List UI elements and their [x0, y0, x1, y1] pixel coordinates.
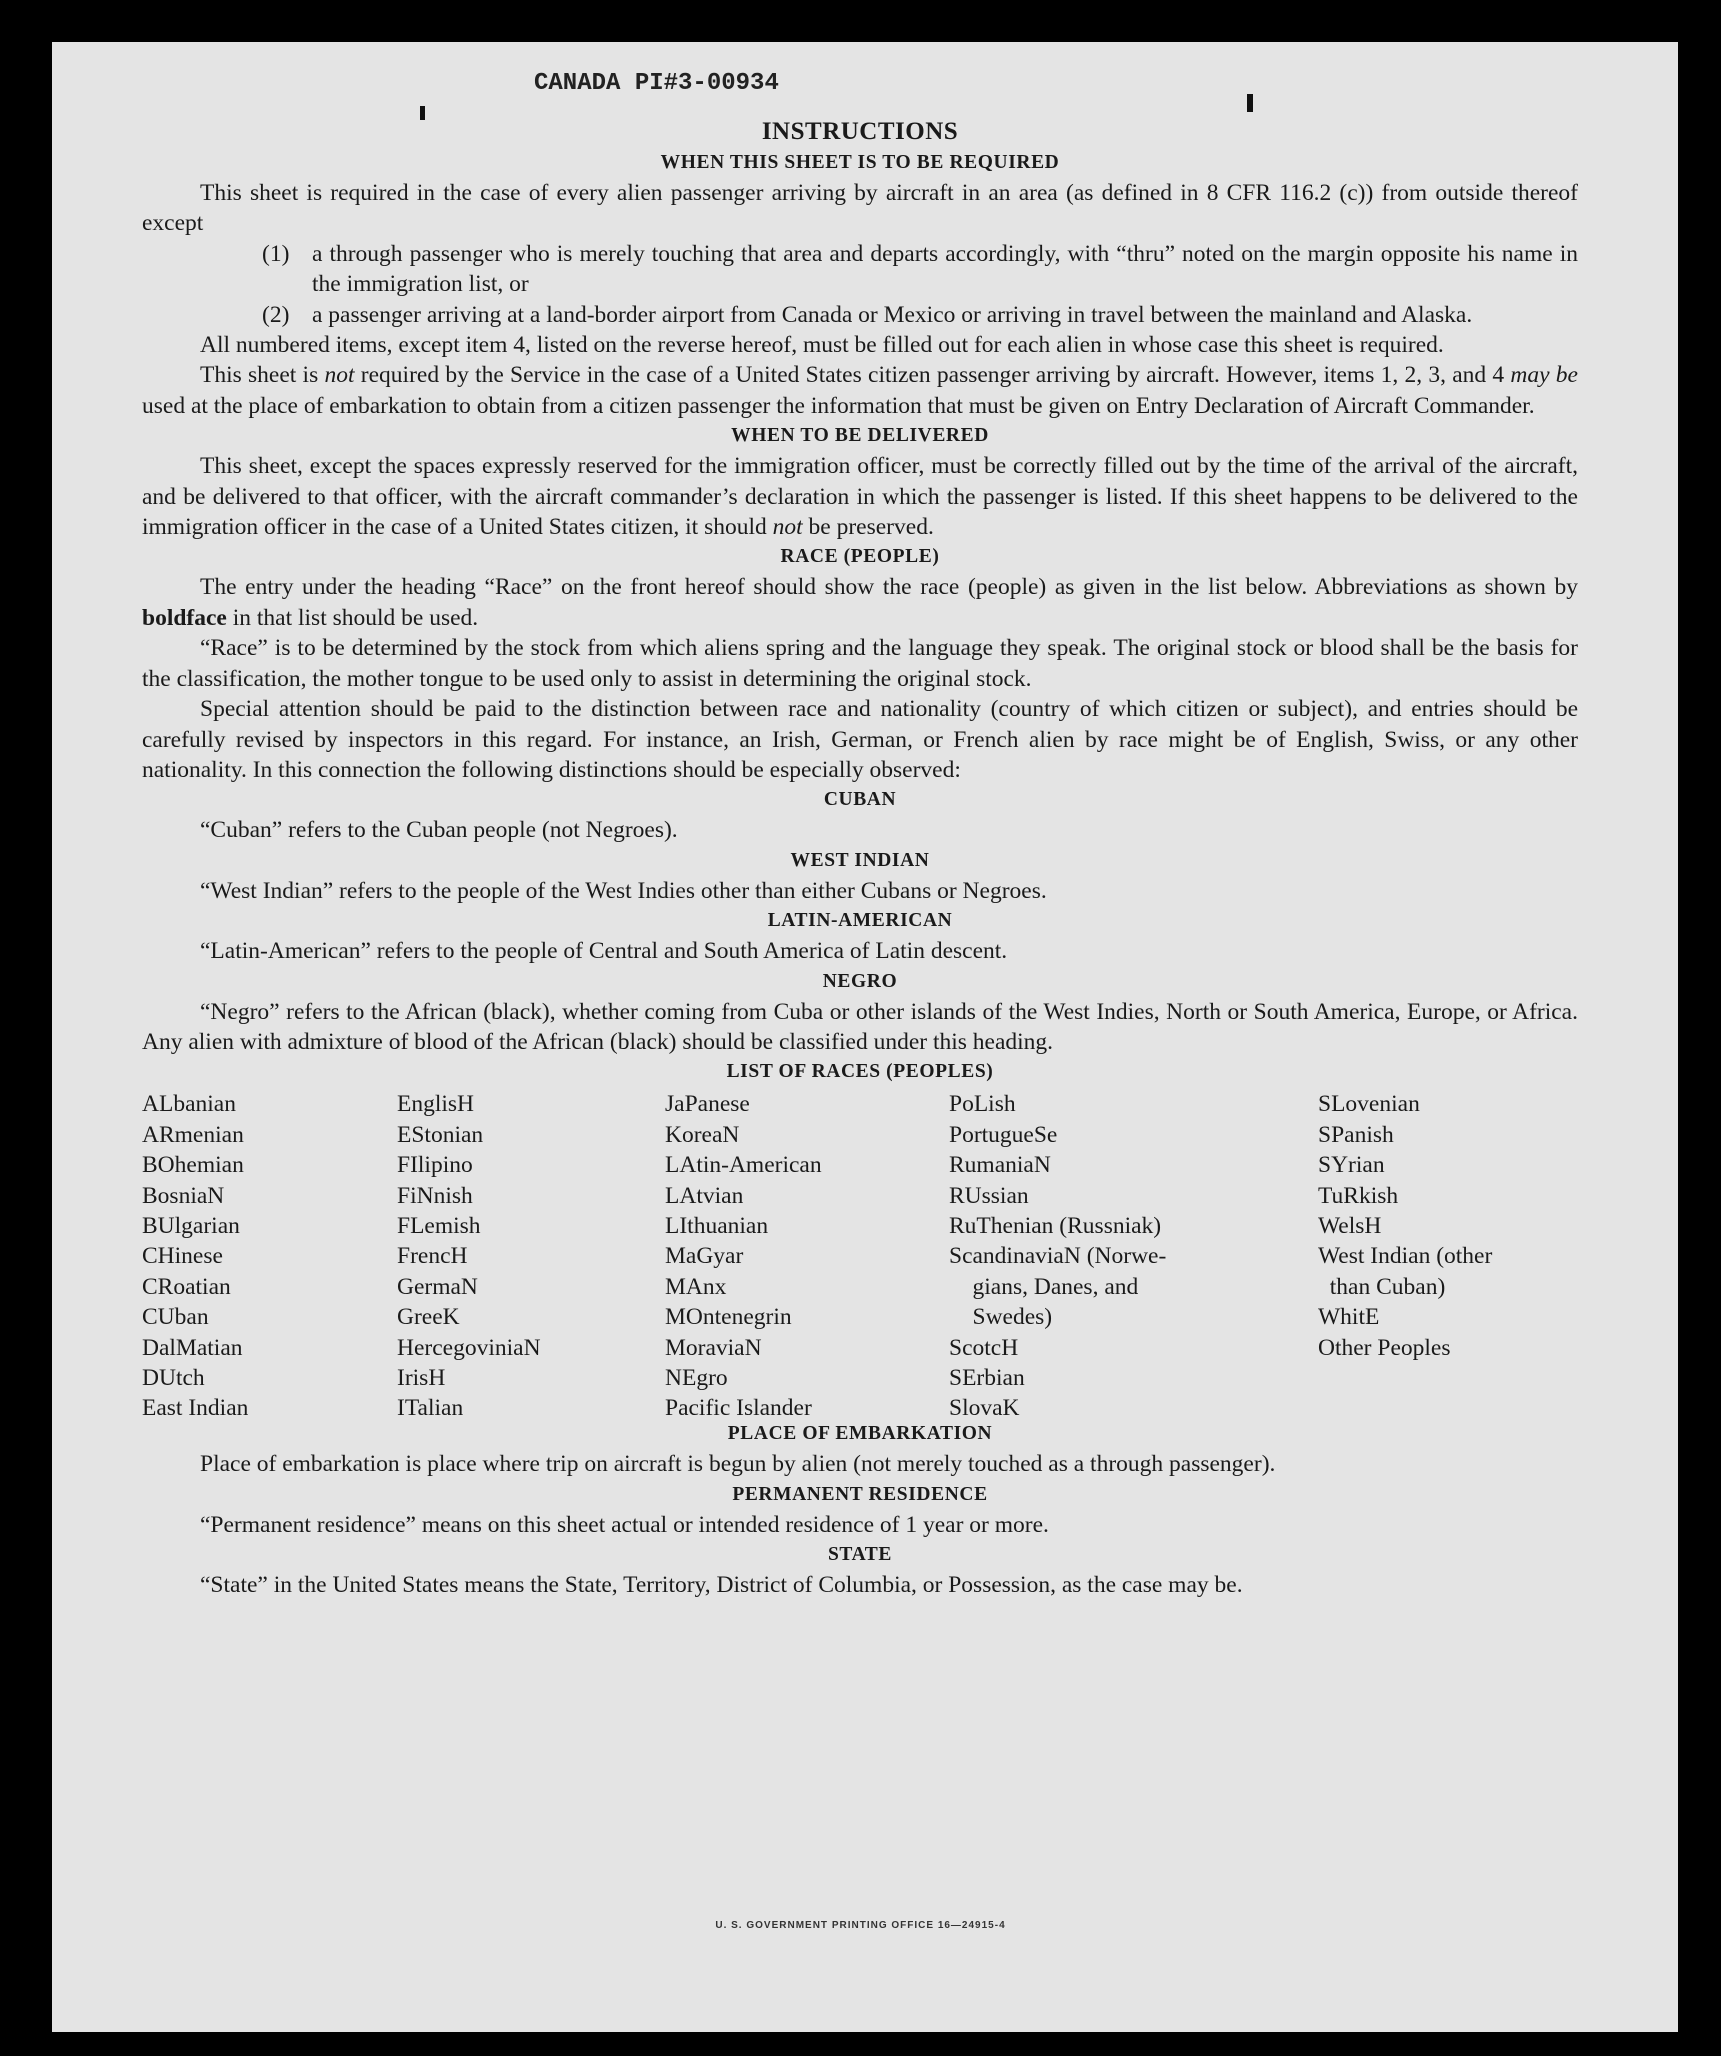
item-number: (1) — [262, 240, 290, 267]
paragraph: This sheet is required in the case of every alien passenger arriving by aircraft in an area (as defined in 8 CFR 116.2 (c)) from outside thereof except — [142, 180, 1578, 237]
paragraph: “Race” is to be determined by the stock from which aliens spring and the language they speak. The original stock or blood shall be the basis for the classification, the mother tongue to be used only to assist in determining the original stock. — [142, 635, 1578, 692]
race-entry: SYrian — [1318, 1152, 1385, 1179]
race-entry: CUban — [142, 1304, 209, 1331]
race-entry: NEgro — [665, 1365, 728, 1391]
page-title: INSTRUCTIONS — [761, 118, 959, 145]
race-entry: PoLish — [949, 1091, 1016, 1118]
text: used at the place of embarkation to obtain from a citizen passenger the information that must be given on Entry Declaration of Aircraft Commander. — [142, 392, 1535, 419]
item-text: a through passenger who is merely touching that area and departs accordingly, with “thru” noted on the margin opposite his name in the immigration list, or — [312, 240, 1578, 298]
race-entry: Other Peoples — [1318, 1334, 1451, 1361]
paragraph: “State” in the United States means the State, Territory, District of Columbia, or Possession, as the case may be. — [200, 1572, 1243, 1599]
race-entry: ScandinaviaN (Norwe- — [949, 1243, 1167, 1270]
section-heading: STATE — [827, 1544, 893, 1566]
race-entry: SLovenian — [1318, 1091, 1420, 1118]
race-entry: than Cuban) — [1318, 1273, 1446, 1300]
race-entry: SlovaK — [949, 1395, 1020, 1422]
race-entry: DalMatian — [142, 1334, 243, 1361]
text: The entry under the heading “Race” on the front hereof should show the race (people) as given in the list below. Abbreviations as shown by — [200, 574, 1578, 601]
race-column — [1318, 1089, 1492, 1363]
race-entry: EStonian — [397, 1121, 484, 1148]
document-stamp: CANADA PI#3-00934 — [534, 70, 779, 97]
race-entry: Pacific Islander — [665, 1395, 812, 1422]
race-entry: BUlgarian — [142, 1212, 240, 1239]
race-entry: RUssian — [949, 1182, 1029, 1209]
race-entry: LIthuanian — [665, 1212, 769, 1239]
text: required by the Service in the case of a United States citizen passenger arriving by aircraft. However, items 1, 2, 3, and 4 — [354, 362, 1511, 389]
section-heading: CUBAN — [823, 789, 897, 811]
race-entry: Swedes) — [949, 1304, 1053, 1331]
race-entry: JaPanese — [665, 1091, 750, 1118]
paragraph: All numbered items, except item 4, listed on the reverse hereof, must be filled out for each alien in whose case this sheet is required. — [200, 332, 1444, 359]
text-italic: may be — [1510, 362, 1578, 389]
race-entry: MoraviaN — [665, 1334, 762, 1361]
item-number: (2) — [262, 301, 290, 328]
race-entry: HercegoviniaN — [397, 1334, 541, 1361]
race-entry: CHinese — [142, 1243, 223, 1270]
text-italic: not — [324, 362, 355, 389]
race-entry: FLemish — [397, 1212, 481, 1239]
race-entry: ITalian — [397, 1395, 464, 1422]
item-text: a passenger arriving at a land-border airport from Canada or Mexico or arriving in travel between the mainland and Alaska. — [312, 301, 1473, 328]
list-item — [142, 239, 1578, 300]
text: in that list should be used. — [226, 604, 479, 631]
section-heading: PLACE OF EMBARKATION — [727, 1423, 993, 1445]
race-entry: WhitE — [1318, 1304, 1380, 1331]
race-column — [142, 1089, 248, 1423]
race-entry: WelsH — [1318, 1212, 1382, 1239]
section-heading: WEST INDIAN — [790, 849, 930, 871]
paragraph — [142, 572, 1578, 633]
printer-imprint: U. S. GOVERNMENT PRINTING OFFICE 16—24915-4 — [715, 1920, 1006, 1931]
paragraph: “Cuban” refers to the Cuban people (not Negroes). — [200, 817, 678, 844]
race-entry: EnglisH — [397, 1091, 475, 1118]
race-entry: PortugueSe — [949, 1121, 1058, 1148]
race-list — [142, 1089, 1578, 1422]
race-entry: RuThenian (Russniak) — [949, 1212, 1162, 1239]
paragraph: “Permanent residence” means on this sheet actual or intended residence of 1 year or more. — [200, 1511, 1049, 1538]
paragraph — [142, 360, 1578, 421]
race-entry: GreeK — [397, 1304, 460, 1331]
paragraph: Special attention should be paid to the distinction between race and nationality (country of which citizen or subject), and entries should be carefully revised by inspectors in this regard. For instance, an Irish, German, or French alien by race might be of English, Swiss, or any other nationality. In this connection the following distinctions should be especially observed: — [142, 696, 1578, 783]
text: be preserved. — [802, 514, 934, 541]
race-entry: LAtvian — [665, 1182, 744, 1209]
section-heading: LIST OF RACES (PEOPLES) — [726, 1061, 994, 1083]
text-bold: boldface — [142, 604, 227, 631]
race-entry: IrisH — [397, 1365, 446, 1391]
race-entry: GermaN — [397, 1273, 478, 1300]
race-entry: MAnx — [665, 1273, 727, 1300]
race-entry: FIlipino — [397, 1152, 473, 1179]
section-heading: WHEN THIS SHEET IS TO BE REQUIRED — [660, 152, 1060, 173]
paragraph — [142, 451, 1578, 542]
race-entry: RumaniaN — [949, 1152, 1051, 1179]
text: This sheet, except the spaces expressly reserved for the immigration officer, must be correctly filled out by the time of the arrival of the aircraft, and be delivered to that officer, with the aircraft commander’s declaration in which the passenger is listed. If this sheet happens to be delivered to the immigration officer in the case of a United States citizen, it should — [142, 453, 1578, 541]
race-entry: MOntenegrin — [665, 1304, 792, 1331]
race-entry: SErbian — [949, 1365, 1025, 1391]
race-entry: SPanish — [1318, 1121, 1394, 1148]
section-heading: PERMANENT RESIDENCE — [732, 1483, 988, 1505]
race-entry: CRoatian — [142, 1273, 231, 1300]
race-entry: FrencH — [397, 1243, 468, 1270]
text: This sheet is — [200, 362, 325, 389]
race-column — [665, 1089, 822, 1423]
text-italic: not — [772, 514, 803, 541]
race-entry: TuRkish — [1318, 1182, 1399, 1209]
race-entry: BosniaN — [142, 1182, 225, 1209]
paragraph: “Latin-American” refers to the people of Central and South America of Latin descent. — [200, 938, 1008, 965]
section-heading: NEGRO — [822, 970, 898, 992]
punch-mark — [1247, 94, 1253, 112]
race-entry: ARmenian — [142, 1121, 244, 1148]
section-heading: WHEN TO BE DELIVERED — [731, 425, 989, 447]
instructions-body — [142, 116, 1578, 1601]
section-heading: LATIN-AMERICAN — [767, 910, 953, 932]
paragraph: “Negro” refers to the African (black), whether coming from Cuba or other islands of the West Indies, North or South America, Europe, or Africa. Any alien with admixture of blood of the African (black) should be classified under this heading. — [142, 998, 1578, 1055]
paragraph: “West Indian” refers to the people of the West Indies other than either Cubans or Negroes. — [200, 877, 1047, 904]
race-entry: KoreaN — [665, 1121, 740, 1148]
section-heading: RACE (PEOPLE) — [780, 546, 940, 568]
race-entry: BOhemian — [142, 1152, 244, 1179]
race-entry: FiNnish — [397, 1182, 473, 1209]
race-entry: East Indian — [142, 1395, 249, 1422]
race-column — [397, 1089, 541, 1423]
race-entry: LAtin-American — [665, 1152, 822, 1179]
race-entry: DUtch — [142, 1365, 205, 1391]
race-entry: West Indian (other — [1318, 1243, 1493, 1270]
race-entry: gians, Danes, and — [949, 1273, 1139, 1300]
race-entry: MaGyar — [665, 1243, 744, 1270]
race-column — [949, 1089, 1166, 1423]
race-entry: ALbanian — [142, 1091, 236, 1118]
race-entry: ScotcH — [949, 1334, 1019, 1361]
paragraph: Place of embarkation is place where trip on aircraft is begun by alien (not merely touched as a through passenger). — [200, 1451, 1276, 1478]
list-item — [142, 300, 1578, 330]
